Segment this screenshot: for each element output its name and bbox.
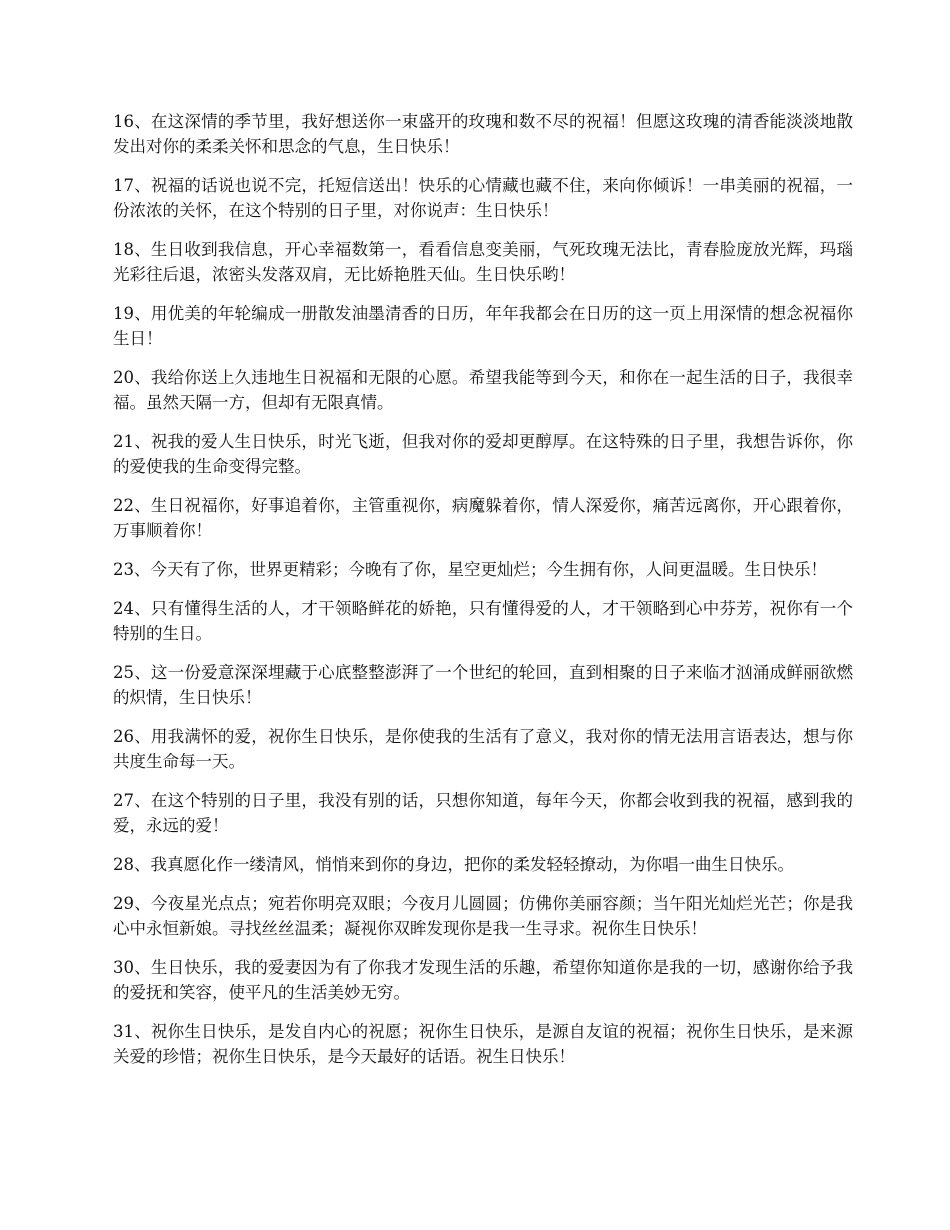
paragraph-24: 24、只有懂得生活的人，才干领略鲜花的娇艳，只有懂得爱的人，才干领略到心中芬芳，祝你有一个特别的生日。: [113, 599, 853, 643]
paragraph-28: 28、我真愿化作一缕清风，悄悄来到你的身边，把你的柔发轻轻撩动，为你唱一曲生日快乐。: [113, 855, 794, 874]
paragraph-26: 26、用我满怀的爱，祝你生日快乐，是你使我的生活有了意义，我对你的情无法用言语表达，想与你共度生命每一天。: [113, 727, 853, 771]
paragraph-31: 31、祝你生日快乐，是发自内心的祝愿；祝你生日快乐，是源自友谊的祝福；祝你生日快乐，是来源关爱的珍惜；祝你生日快乐，是今天最好的话语。祝生日快乐！: [113, 1022, 853, 1066]
paragraph-20: 20、我给你送上久违地生日祝福和无限的心愿。希望我能等到今天，和你在一起生活的日子，我很幸福。虽然天隔一方，但却有无限真情。: [113, 368, 853, 412]
paragraph-29: 29、今夜星光点点；宛若你明亮双眼；今夜月儿圆圆；仿佛你美丽容颜；当午阳光灿烂光芒；你是我心中永恒新娘。寻找丝丝温柔；凝视你双眸发现你是我一生寻求。祝你生日快乐！: [113, 894, 853, 938]
paragraph-21: 21、祝我的爱人生日快乐，时光飞逝，但我对你的爱却更醇厚。在这特殊的日子里，我想告诉你，你的爱使我的生命变得完整。: [113, 432, 853, 476]
paragraph-17: 17、祝福的话说也说不完，托短信送出！快乐的心情藏也藏不住，来向你倾诉！一串美丽的祝福，一份浓浓的关怀，在这个特别的日子里，对你说声：生日快乐！: [113, 176, 853, 220]
paragraph-23: 23、今天有了你，世界更精彩；今晚有了你，星空更灿烂；今生拥有你，人间更温暖。生日快乐！: [113, 560, 827, 579]
paragraph-30: 30、生日快乐，我的爱妻因为有了你我才发现生活的乐趣，希望你知道你是我的一切，感谢你给予我的爱抚和笑容，使平凡的生活美妙无穷。: [113, 958, 853, 1002]
paragraph-19: 19、用优美的年轮编成一册散发油墨清香的日历，年年我都会在日历的这一页上用深情的想念祝福你生日！: [113, 304, 853, 348]
paragraph-25: 25、这一份爱意深深埋藏于心底整整澎湃了一个世纪的轮回，直到相聚的日子来临才汹涌成鲜丽欲燃的炽情，生日快乐！: [113, 663, 853, 707]
paragraph-27: 27、在这个特别的日子里，我没有别的话，只想你知道，每年今天，你都会收到我的祝福，感到我的爱，永远的爱！: [113, 791, 853, 835]
paragraph-16: 16、在这深情的季节里，我好想送你一束盛开的玫瑰和数不尽的祝福！但愿这玫瑰的清香能淡淡地散发出对你的柔柔关怀和思念的气息，生日快乐！: [113, 112, 853, 156]
paragraph-18: 18、生日收到我信息，开心幸福数第一，看看信息变美丽，气死玫瑰无法比，青春脸庞放光辉，玛瑙光彩往后退，浓密头发落双肩，无比娇艳胜天仙。生日快乐哟！: [113, 240, 853, 284]
paragraph-22: 22、生日祝福你，好事追着你，主管重视你，病魔躲着你，情人深爱你，痛苦远离你，开心跟着你，万事顺着你！: [113, 496, 853, 540]
document-body: [113, 109, 853, 1083]
